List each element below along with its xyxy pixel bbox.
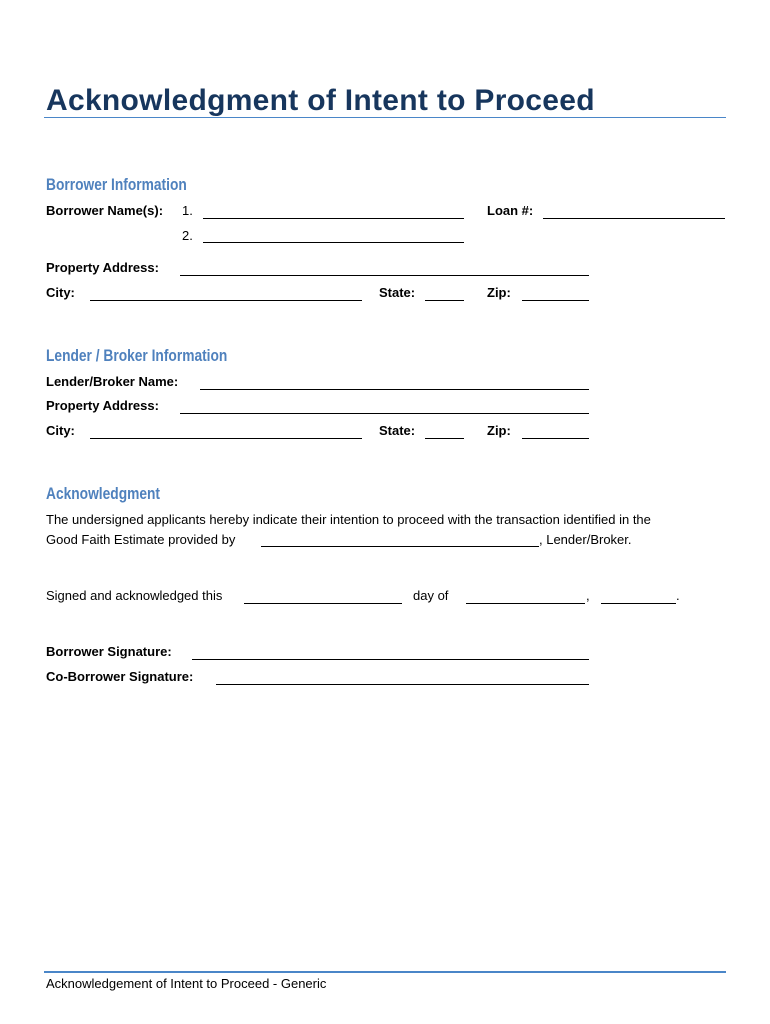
borrower-names-label: Borrower Name(s): [46,203,164,218]
signed-year-field[interactable] [601,588,676,604]
borrower-state-field[interactable] [425,285,464,301]
day-of-label: day of [413,588,449,603]
signed-prefix: Signed and acknowledged this [46,588,223,603]
provided-by-field[interactable] [261,531,539,547]
borrower-city-field[interactable] [90,285,362,301]
lender-city-label: City: [46,423,75,438]
lender-state-label: State: [379,423,416,438]
borrower-name-2-field[interactable] [203,227,464,243]
borrower-property-address-label: Property Address: [46,260,159,275]
date-comma: , [586,588,590,603]
lender-property-address-field[interactable] [180,398,589,414]
section-heading-acknowledgment: Acknowledgment [46,484,161,503]
borrower-signature-field[interactable] [192,644,589,660]
borrower-name-1-field[interactable] [203,203,464,219]
section-heading-borrower: Borrower Information [46,175,187,194]
statement-line-1: The undersigned applicants hereby indicate their intention to proceed with the transaction identified in the [46,512,651,527]
statement-line-2-prefix: Good Faith Estimate provided by [46,532,236,547]
footer-text: Acknowledgement of Intent to Proceed - Generic [46,976,327,991]
lender-name-label: Lender/Broker Name: [46,374,179,389]
borrower-name-1-number: 1. [182,203,193,218]
lender-state-field[interactable] [425,423,464,439]
borrower-signature-label: Borrower Signature: [46,644,172,659]
borrower-state-label: State: [379,285,416,300]
title-rule [44,117,726,118]
co-borrower-signature-field[interactable] [216,669,589,685]
borrower-zip-field[interactable] [522,285,589,301]
borrower-zip-label: Zip: [487,285,511,300]
borrower-property-address-field[interactable] [180,260,589,276]
loan-number-field[interactable] [543,203,725,219]
lender-city-field[interactable] [90,423,362,439]
statement-line-2-suffix: , Lender/Broker. [539,532,632,547]
lender-name-field[interactable] [200,374,589,390]
footer-rule [44,971,726,973]
loan-number-label: Loan #: [487,203,534,218]
section-heading-lender: Lender / Broker Information [46,346,228,365]
signed-month-field[interactable] [466,588,585,604]
date-period: . [676,588,680,603]
lender-zip-label: Zip: [487,423,511,438]
borrower-city-label: City: [46,285,75,300]
document-title: Acknowledgment of Intent to Proceed [46,84,595,117]
borrower-name-2-number: 2. [182,228,193,243]
co-borrower-signature-label: Co-Borrower Signature: [46,669,194,684]
lender-zip-field[interactable] [522,423,589,439]
lender-property-address-label: Property Address: [46,398,159,413]
signed-day-field[interactable] [244,588,402,604]
